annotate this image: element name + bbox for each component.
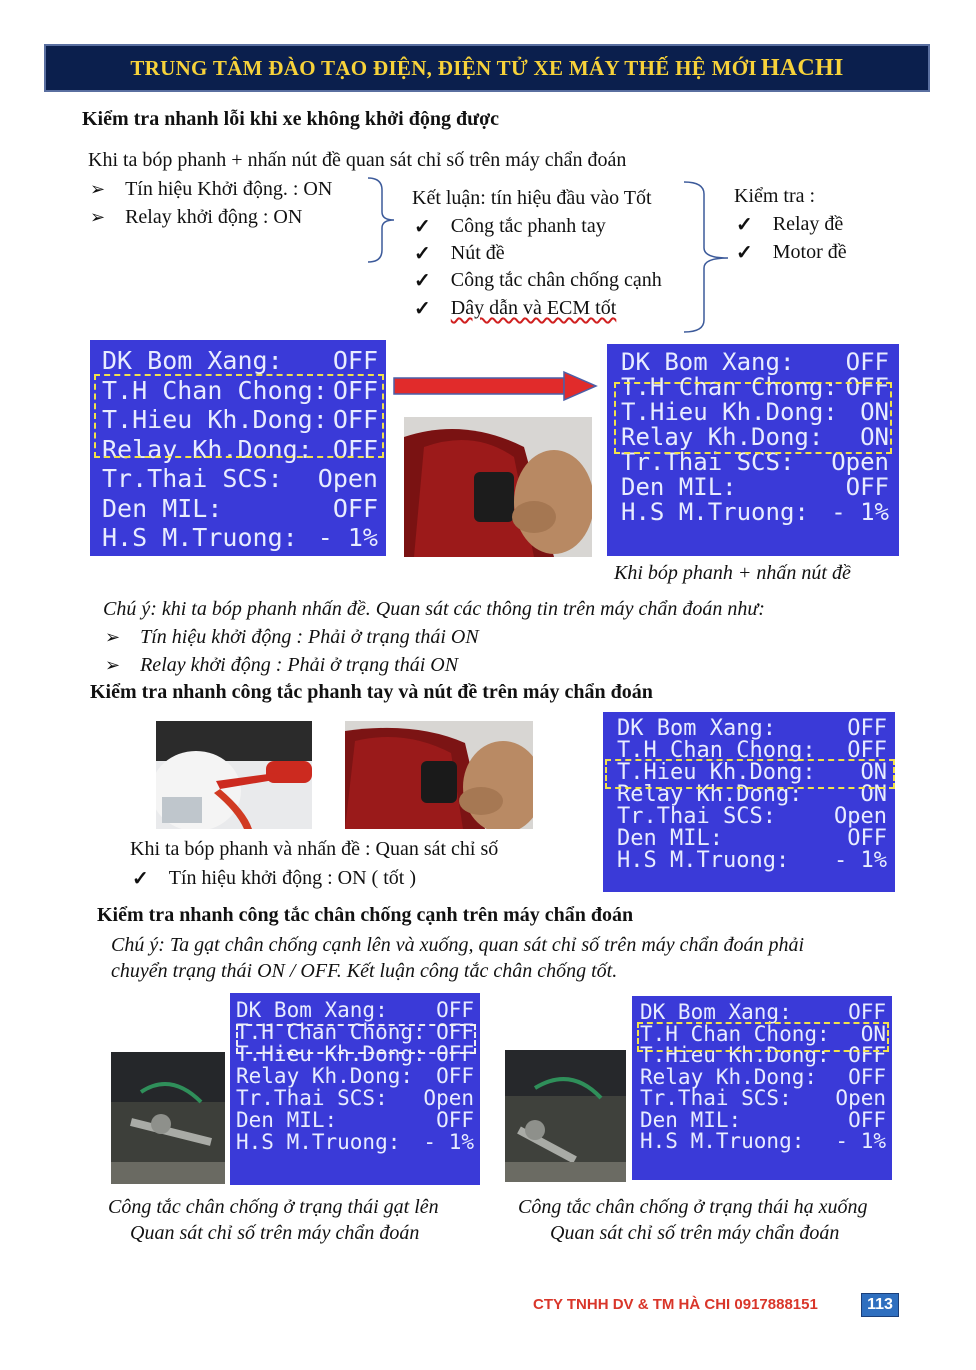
caption-right-2: Quan sát chỉ số trên máy chẩn đoán bbox=[550, 1222, 840, 1244]
screen-value: OFF bbox=[845, 373, 889, 401]
header-brand: HACHI bbox=[760, 54, 844, 81]
conclusion-title: Kết luận: tín hiệu đầu vào Tốt bbox=[412, 187, 652, 209]
check-icon bbox=[414, 268, 431, 293]
screen-label: Den MIL: bbox=[236, 1108, 338, 1132]
screen-value: - 1% bbox=[317, 523, 378, 552]
screen-value: OFF bbox=[332, 346, 378, 375]
screen-label: Relay Kh.Dong: bbox=[640, 1064, 818, 1089]
screen-label: DK Bom Xang: bbox=[617, 716, 776, 741]
photo-start-button bbox=[404, 417, 592, 557]
screen-row bbox=[621, 500, 889, 525]
red-arrow-icon bbox=[392, 370, 598, 402]
arrow-bullet-icon bbox=[90, 206, 105, 229]
screen-label: Den MIL: bbox=[640, 1107, 742, 1132]
screen-value: - 1% bbox=[834, 848, 887, 873]
diag-screen-section2 bbox=[603, 712, 895, 892]
signal-item: ➢ Relay khởi động : ON bbox=[90, 206, 302, 229]
section3-heading: Kiểm tra nhanh công tắc chân chống cạnh trên máy chẩn đoán bbox=[97, 904, 634, 926]
check-icon bbox=[414, 241, 431, 266]
check-title: Kiểm tra : bbox=[734, 185, 816, 207]
screen-label: Den MIL: bbox=[102, 493, 223, 523]
screen-value: OFF bbox=[848, 1064, 886, 1089]
screen-label: Relay Kh.Dong: bbox=[621, 423, 824, 451]
note-text: Chú ý: khi ta bóp phanh nhấn đề. Quan sát các thông tin trên máy chẩn đoán như: bbox=[103, 598, 765, 620]
screen-label: T.Hieu Kh.Dong: bbox=[236, 1042, 426, 1066]
section2-item: ✓ Tín hiệu khởi động : ON ( tốt ) bbox=[132, 866, 416, 891]
section3-note-1: Chú ý: Ta gạt chân chống cạnh lên và xuống, quan sát chỉ số trên máy chẩn đoán phải bbox=[111, 934, 805, 956]
screen-row bbox=[640, 1131, 886, 1153]
photo-brake-lever bbox=[156, 721, 312, 829]
header-title: TRUNG TÂM ĐÀO TẠO ĐIỆN, ĐIỆN TỬ XE MÁY THẾ HỆ MỚI bbox=[130, 55, 757, 80]
diag-screen-kickstand-up bbox=[230, 993, 480, 1185]
screen-row bbox=[617, 828, 887, 850]
screen-label: Tr.Thai SCS: bbox=[102, 464, 283, 493]
screen-label: T.Hieu Kh.Dong: bbox=[617, 760, 816, 785]
screen-row bbox=[236, 1109, 474, 1131]
screen-label: T.Hieu Kh.Dong: bbox=[102, 405, 328, 434]
screen-value: Open bbox=[317, 464, 378, 493]
screen-row bbox=[640, 1064, 886, 1089]
arrow-bullet-icon bbox=[90, 178, 105, 201]
caption-right-1: Công tắc chân chống ở trạng thái hạ xuống bbox=[518, 1196, 868, 1218]
note-item: ➢ Tín hiệu khởi động : Phải ở trạng thái ON bbox=[105, 626, 479, 649]
screen-row bbox=[617, 718, 887, 740]
screen-row bbox=[236, 1087, 474, 1109]
screen-row bbox=[640, 1002, 886, 1024]
section1-heading: Kiểm tra nhanh lỗi khi xe không khởi động được bbox=[82, 108, 500, 130]
check-icon bbox=[414, 296, 431, 321]
screen-label: DK Bom Xang: bbox=[640, 1000, 792, 1024]
screen-label: T.H Chan Chong: bbox=[102, 375, 328, 405]
conclusion-item: ✓ Nút đề bbox=[414, 241, 505, 266]
screen-value: OFF bbox=[436, 998, 474, 1022]
screen-row bbox=[617, 806, 887, 828]
screen-value: OFF bbox=[847, 826, 887, 851]
screen-row bbox=[640, 1107, 886, 1132]
screen-label: H.S M.Truong: bbox=[102, 523, 298, 552]
brace-left-icon bbox=[366, 176, 396, 264]
arrow-bullet-icon bbox=[105, 626, 120, 649]
screen-label: T.H Chan Chong: bbox=[640, 1021, 830, 1046]
kickstand-photo-icon bbox=[505, 1050, 626, 1182]
kickstand-photo-icon bbox=[111, 1052, 225, 1184]
highlight-box bbox=[637, 1022, 889, 1052]
section1-intro: Khi ta bóp phanh + nhấn nút đề quan sát chỉ số trên máy chẩn đoán bbox=[88, 149, 627, 171]
screen-row bbox=[102, 494, 378, 524]
footer-company: CTY TNHH DV & TM HÀ CHI 0917888151 bbox=[533, 1296, 818, 1313]
screen-label: Tr.Thai SCS: bbox=[640, 1086, 792, 1110]
conclusion-item: ✓ Dây dẫn và ECM tốt bbox=[414, 296, 616, 321]
screen-value: OFF bbox=[436, 1064, 474, 1088]
screen-label: T.H Chan Chong: bbox=[236, 1020, 426, 1044]
screen-value: OFF bbox=[436, 1020, 474, 1044]
screen-row bbox=[621, 475, 889, 500]
caption-press: Khi bóp phanh + nhấn nút đề bbox=[614, 562, 851, 584]
screen-label: Relay Kh.Dong: bbox=[617, 782, 803, 807]
screen-value: OFF bbox=[847, 716, 887, 741]
screen-value: - 1% bbox=[423, 1130, 474, 1154]
screen-label: T.Hieu Kh.Dong: bbox=[621, 398, 838, 426]
screen-value: OFF bbox=[847, 738, 887, 763]
handlebar-photo-icon bbox=[404, 417, 592, 557]
screen-row bbox=[621, 350, 889, 375]
screen-value: OFF bbox=[436, 1042, 474, 1066]
check-icon bbox=[736, 212, 753, 237]
screen-value: - 1% bbox=[831, 498, 889, 526]
screen-value: OFF bbox=[436, 1108, 474, 1132]
screen-value: OFF bbox=[845, 348, 889, 376]
highlight-box bbox=[605, 759, 895, 789]
screen-label: Den MIL: bbox=[617, 826, 723, 851]
screen-value: - 1% bbox=[835, 1129, 886, 1153]
page-number: 113 bbox=[861, 1293, 899, 1317]
highlight-box bbox=[614, 382, 892, 454]
screen-value: Open bbox=[835, 1086, 886, 1110]
signal-item: ➢ Tín hiệu Khởi động. : ON bbox=[90, 178, 332, 201]
header-banner bbox=[44, 44, 930, 92]
screen-label: DK Bom Xang: bbox=[236, 998, 388, 1022]
screen-label: Relay Kh.Dong: bbox=[236, 1064, 414, 1088]
screen-value: ON bbox=[860, 782, 887, 807]
screen-label: Relay Kh.Dong: bbox=[102, 434, 313, 464]
screen-value: Open bbox=[834, 804, 887, 829]
screen-label: Tr.Thai SCS: bbox=[621, 448, 795, 476]
screen-row bbox=[236, 1065, 474, 1087]
section2-heading: Kiểm tra nhanh công tắc phanh tay và nút đề trên máy chẩn đoán bbox=[90, 681, 653, 703]
screen-value: ON bbox=[860, 423, 889, 451]
screen-label: T.Hieu Kh.Dong: bbox=[640, 1043, 830, 1067]
screen-label: Den MIL: bbox=[621, 473, 737, 501]
screen-row bbox=[102, 346, 378, 376]
highlight-box bbox=[94, 374, 384, 458]
screen-value: OFF bbox=[848, 1000, 886, 1024]
arrow-bullet-icon bbox=[105, 654, 120, 677]
photo-start-button-2 bbox=[345, 721, 533, 829]
section3-note-2: chuyển trạng thái ON / OFF. Kết luận công tắc chân chống tốt. bbox=[111, 960, 618, 982]
screen-value: ON bbox=[860, 1021, 886, 1046]
check-item: ✓ Motor đề bbox=[736, 240, 847, 265]
screen-label: H.S M.Truong: bbox=[617, 848, 790, 873]
screen-label: H.S M.Truong: bbox=[621, 498, 809, 526]
screen-label: T.H Chan Chong: bbox=[617, 738, 816, 763]
screen-row bbox=[236, 1131, 474, 1153]
screen-label: H.S M.Truong: bbox=[236, 1130, 401, 1154]
screen-value: ON bbox=[860, 398, 889, 426]
caption-left-2: Quan sát chỉ số trên máy chẩn đoán bbox=[130, 1222, 420, 1244]
brake-lever-photo-icon bbox=[156, 721, 312, 829]
screen-row bbox=[617, 850, 887, 872]
screen-value: OFF bbox=[848, 1043, 886, 1067]
screen-value: ON bbox=[860, 760, 887, 785]
check-icon bbox=[414, 214, 431, 239]
screen-row bbox=[102, 523, 378, 553]
screen-label: Tr.Thai SCS: bbox=[236, 1086, 388, 1110]
brace-right-icon bbox=[682, 180, 732, 334]
handlebar-photo-icon bbox=[345, 721, 533, 829]
screen-value: OFF bbox=[332, 434, 378, 464]
screen-value: OFF bbox=[332, 375, 378, 405]
conclusion-item: ✓ Công tắc chân chống cạnh bbox=[414, 268, 662, 293]
caption-left-1: Công tắc chân chống ở trạng thái gạt lên bbox=[108, 1196, 439, 1218]
note-item: ➢ Relay khởi động : Phải ở trạng thái ON bbox=[105, 654, 458, 677]
screen-label: H.S M.Truong: bbox=[640, 1129, 805, 1153]
screen-row bbox=[102, 464, 378, 494]
check-item: ✓ Relay đề bbox=[736, 212, 843, 237]
screen-label: DK Bom Xang: bbox=[102, 346, 283, 375]
screen-value: OFF bbox=[332, 405, 378, 434]
conclusion-item: ✓ Công tắc phanh tay bbox=[414, 214, 606, 239]
screen-label: DK Bom Xang: bbox=[621, 348, 795, 376]
screen-value: Open bbox=[831, 448, 889, 476]
screen-label: Tr.Thai SCS: bbox=[617, 804, 776, 829]
screen-value: OFF bbox=[848, 1107, 886, 1132]
section2-text: Khi ta bóp phanh và nhấn đề : Quan sát chỉ số bbox=[130, 838, 499, 860]
photo-kickstand-up bbox=[111, 1052, 225, 1184]
screen-value: OFF bbox=[332, 493, 378, 523]
highlight-box bbox=[236, 1024, 476, 1054]
screen-row bbox=[236, 999, 474, 1021]
check-icon bbox=[132, 866, 149, 891]
screen-label: T.H Chan Chong: bbox=[621, 373, 838, 401]
screen-value: Open bbox=[423, 1086, 474, 1110]
check-icon bbox=[736, 240, 753, 265]
screen-row bbox=[640, 1088, 886, 1110]
screen-value: OFF bbox=[845, 473, 889, 501]
photo-kickstand-down bbox=[505, 1050, 626, 1182]
